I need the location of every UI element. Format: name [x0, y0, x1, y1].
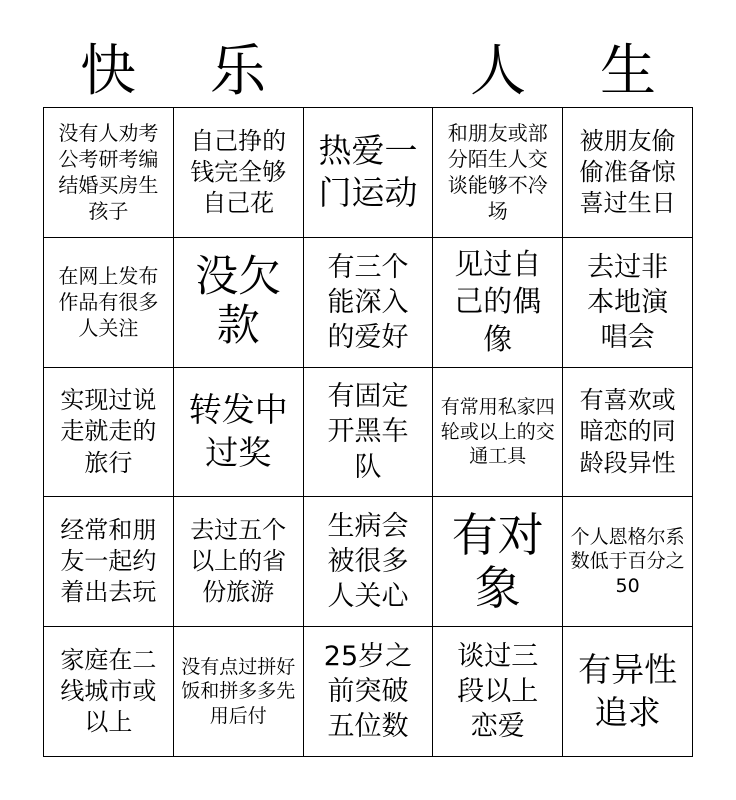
bingo-cell-5-4[interactable]	[433, 627, 563, 757]
bingo-cell-text: 被朋友偷偷准备惊喜过生日	[579, 126, 676, 217]
bingo-cell-text: 家庭在二线城市或以上	[60, 645, 157, 737]
bingo-cell-1-2[interactable]	[174, 108, 304, 238]
bingo-cell-3-2[interactable]	[174, 368, 304, 498]
bingo-cell-3-1[interactable]	[44, 368, 174, 498]
bingo-cell-text: 没欠款	[195, 251, 282, 352]
bingo-cell-text: 在网上发布作品有很多人关注	[58, 264, 159, 341]
bingo-title	[43, 38, 693, 106]
bingo-cell-text: 热爱一门运动	[318, 130, 418, 213]
bingo-cell-3-4[interactable]	[433, 368, 563, 498]
bingo-cell-text: 有对象	[451, 507, 544, 615]
bingo-cell-3-5[interactable]	[563, 368, 693, 498]
bingo-cell-text: 有喜欢或暗恋的同龄段异性	[579, 386, 676, 477]
bingo-cell-2-5[interactable]	[563, 238, 693, 368]
bingo-cell-text: 没有点过拼好饭和拼多多先用后付	[181, 655, 296, 727]
bingo-cell-1-4[interactable]	[433, 108, 563, 238]
bingo-cell-text: 自己挣的钱完全够自己花	[190, 126, 287, 217]
bingo-cell-1-5[interactable]	[563, 108, 693, 238]
title-char-1: 快	[80, 39, 136, 104]
title-char-2: 乐	[210, 39, 266, 104]
title-char-4: 生	[600, 39, 656, 104]
bingo-cell-text: 实现过说走就走的旅行	[60, 386, 157, 477]
bingo-cell-4-1[interactable]	[44, 497, 174, 627]
bingo-cell-4-4[interactable]	[433, 497, 563, 627]
title-char-3: 人	[470, 39, 526, 104]
bingo-cell-text: 转发中过奖	[188, 390, 288, 472]
bingo-cell-4-3[interactable]	[304, 497, 434, 627]
bingo-grid	[43, 107, 693, 757]
bingo-cell-text: 去过五个以上的省份旅游	[190, 516, 287, 607]
bingo-cell-text: 有异性追求	[578, 649, 678, 732]
bingo-cell-2-2[interactable]	[174, 238, 304, 368]
bingo-cell-text: 没有人劝考公考研考编结婚买房生孩子	[58, 121, 159, 224]
bingo-cell-text: 生病会被很多人关心	[327, 511, 409, 613]
bingo-cell-4-2[interactable]	[174, 497, 304, 627]
bingo-cell-4-5[interactable]	[563, 497, 693, 627]
bingo-cell-text: 经常和朋友一起约着出去玩	[60, 516, 157, 607]
bingo-cell-text: 有三个能深入的爱好	[327, 251, 409, 353]
bingo-cell-text: 25岁之前突破五位数	[323, 640, 413, 743]
bingo-cell-text: 谈过三段以上恋爱	[457, 640, 539, 743]
bingo-cell-text: 有固定开黑车队	[327, 381, 409, 483]
bingo-cell-text: 有常用私家四轮或以上的交通工具	[440, 395, 555, 468]
bingo-cell-2-3[interactable]	[304, 238, 434, 368]
bingo-cell-3-3[interactable]	[304, 368, 434, 498]
bingo-cell-1-3[interactable]	[304, 108, 434, 238]
bingo-cell-2-1[interactable]	[44, 238, 174, 368]
bingo-cell-5-3[interactable]	[304, 627, 434, 757]
bingo-cell-text: 见过自己的偶像	[454, 246, 542, 357]
bingo-cell-text: 去过非本地演唱会	[587, 251, 669, 353]
bingo-cell-5-1[interactable]	[44, 627, 174, 757]
bingo-cell-text: 个人恩格尔系数低于百分之50	[570, 525, 685, 598]
bingo-cell-5-5[interactable]	[563, 627, 693, 757]
bingo-cell-text: 和朋友或部分陌生人交谈能够不冷场	[447, 121, 548, 224]
bingo-cell-2-4[interactable]	[433, 238, 563, 368]
bingo-cell-5-2[interactable]	[174, 627, 304, 757]
bingo-cell-1-1[interactable]	[44, 108, 174, 238]
